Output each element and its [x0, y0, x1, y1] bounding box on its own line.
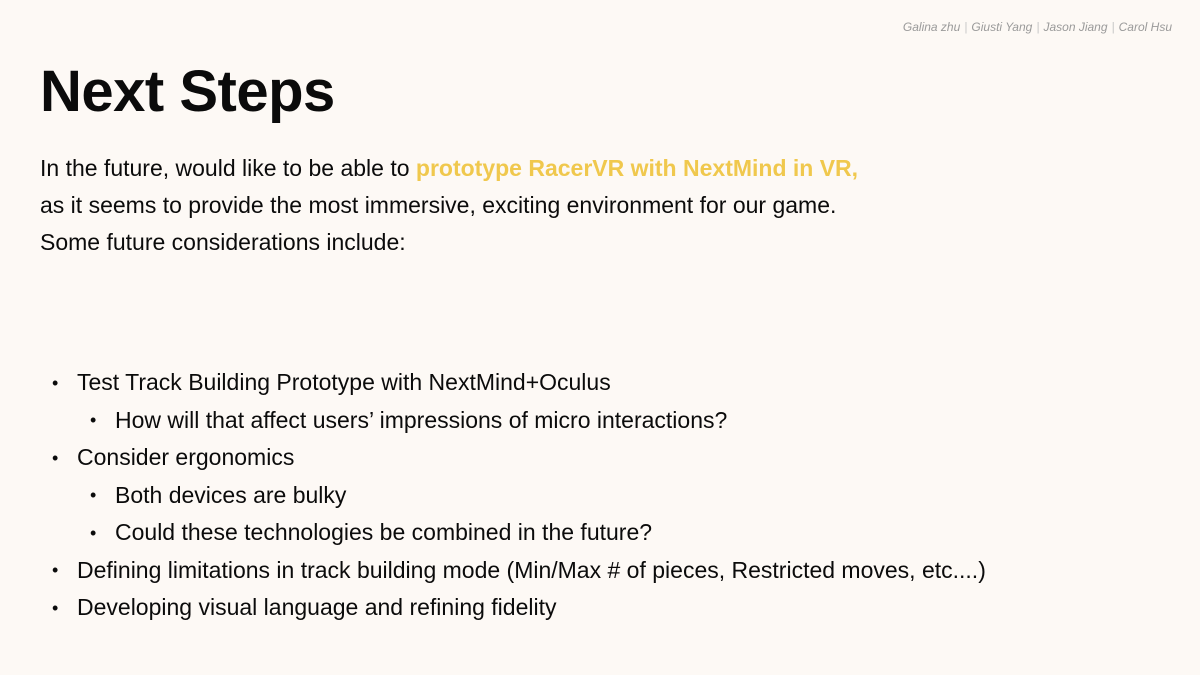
author-separator: | — [964, 20, 968, 34]
author-separator: | — [1111, 20, 1115, 34]
sub-bullet-item — [52, 514, 1172, 552]
bullet-text: Developing visual language and refining fidelity — [77, 594, 557, 621]
bullet-item — [52, 364, 1172, 402]
author-separator: | — [1036, 20, 1040, 34]
considerations-list — [52, 364, 1172, 627]
bullet-dot: • — [52, 372, 59, 393]
intro-text-continued: as it seems to provide the most immersive, exciting environment for our game. Some future considerations include: — [40, 192, 837, 255]
author-name: Jason Jiang — [1043, 20, 1108, 34]
intro-paragraph — [40, 150, 860, 261]
bullet-text: Could these technologies be combined in the future? — [115, 519, 653, 546]
author-name: Giusti Yang — [971, 20, 1033, 34]
slide-title: Next Steps — [40, 59, 335, 124]
bullet-text: Defining limitations in track building mode (Min/Max # of pieces, Restricted moves, etc....) — [77, 556, 986, 583]
bullet-dot: • — [90, 485, 97, 506]
bullet-dot: • — [52, 560, 59, 581]
author-credits — [903, 20, 1172, 34]
bullet-text: Both devices are bulky — [115, 481, 347, 508]
bullet-text: Consider ergonomics — [77, 444, 295, 471]
sub-bullet-item — [52, 402, 1172, 440]
bullet-text: Test Track Building Prototype with NextMind+Oculus — [77, 369, 611, 396]
bullet-text: How will that affect users’ impressions of micro interactions? — [115, 406, 728, 433]
bullet-dot: • — [52, 597, 59, 618]
sub-bullet-item — [52, 477, 1172, 515]
intro-text: In the future, would like to be able to — [40, 155, 416, 181]
bullet-dot: • — [90, 410, 97, 431]
author-name: Carol Hsu — [1118, 20, 1172, 34]
bullet-dot: • — [52, 447, 59, 468]
bullet-dot: • — [90, 522, 97, 543]
author-name: Galina zhu — [902, 20, 961, 34]
bullet-item — [52, 439, 1172, 477]
bullet-item — [52, 589, 1172, 627]
bullet-item — [52, 552, 1172, 590]
intro-highlight: prototype RacerVR with NextMind in VR, — [415, 155, 859, 181]
